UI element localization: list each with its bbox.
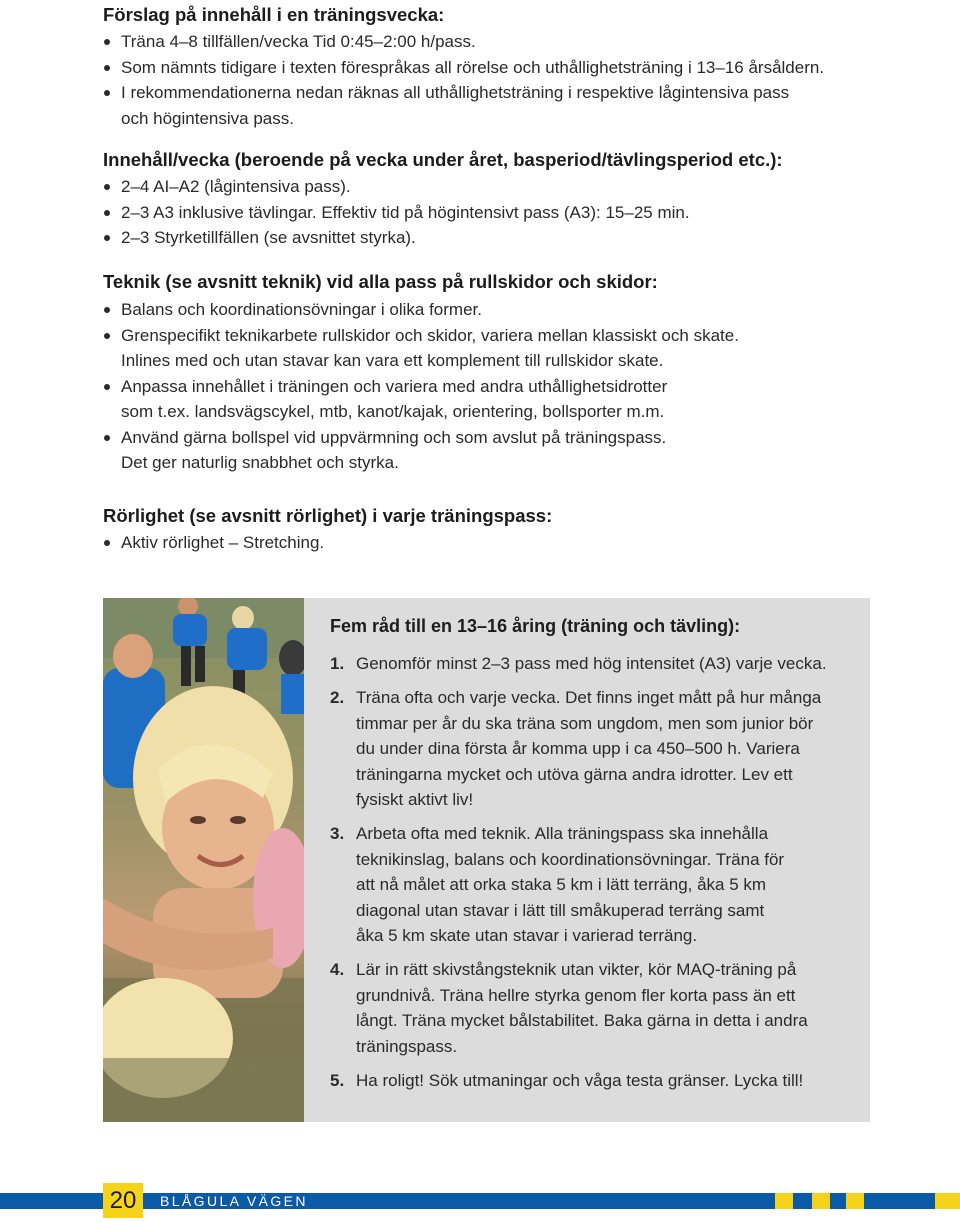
tip-line: Ha roligt! Sök utmaningar och våga testa gränser. Lycka till! xyxy=(356,1071,804,1091)
bullet-item xyxy=(103,80,903,131)
bullet-item xyxy=(103,55,903,81)
tip-line: diagonal utan stavar i lätt till småkuperad terräng samt xyxy=(356,900,765,920)
bullet-line: Anpassa innehållet i träningen och variera med andra uthållighetsidrotter xyxy=(121,376,668,396)
bullet-item xyxy=(103,225,903,251)
bullet-line: Det ger naturlig snabbhet och styrka. xyxy=(121,453,399,472)
tip-line: långt. Träna mycket bålstabilitet. Baka gärna in detta i andra xyxy=(356,1011,808,1031)
bullet-item xyxy=(103,297,903,323)
footer-publication-label: BLÅGULA VÄGEN xyxy=(160,1193,308,1209)
tip-line: Genomför minst 2–3 pass med hög intensitet (A3) varje vecka. xyxy=(356,654,827,673)
bullet-line: och högintensiva pass. xyxy=(121,108,294,128)
bullet-line: som t.ex. landsvägscykel, mtb, kanot/kajak, orientering, bollsporter m.m. xyxy=(121,402,665,421)
bullet-line: Träna 4–8 tillfällen/vecka Tid 0:45–2:00 h/pass. xyxy=(121,32,476,51)
tip-number: 1. xyxy=(330,654,345,673)
footer-yellow-block xyxy=(846,1193,864,1209)
bullet-line: Balans och koordinationsövningar i olika former. xyxy=(121,300,482,319)
tip-line: Lär in rätt skivstångsteknik utan vikter, kör MAQ-träning på xyxy=(356,960,797,980)
tip-item xyxy=(330,957,850,1059)
section-heading-innehall: Innehåll/vecka (beroende på vecka under året, basperiod/tävlingsperiod etc.): xyxy=(103,149,783,170)
bullet-line: Inlines med och utan stavar kan vara ett komplement till rullskidor skate. xyxy=(121,351,664,370)
tip-number: 4. xyxy=(330,960,345,980)
tip-line: åka 5 km skate utan stavar i varierad terräng. xyxy=(356,926,698,946)
athletes-photo-illustration xyxy=(103,598,304,1122)
bullet-item xyxy=(103,374,903,425)
section-heading-teknik: Teknik (se avsnitt teknik) vid alla pass på rullskidor och skidor: xyxy=(103,271,658,292)
bullet-list-innehall xyxy=(103,174,903,251)
tip-line: att nå målet att orka staka 5 km i lätt terräng, åka 5 km xyxy=(356,875,767,895)
tip-line: du under dina första år komma upp i ca 450–500 h. Variera xyxy=(356,739,800,759)
bullet-line: I rekommendationerna nedan räknas all uthållighetsträning i respektive lågintensiva pass xyxy=(121,83,790,102)
bullet-list-teknik xyxy=(103,297,903,476)
bullet-line: Grenspecifikt teknikarbete rullskidor och skidor, variera mellan klassiskt och skate. xyxy=(121,325,739,345)
tips-list xyxy=(330,651,850,1103)
tip-number: 2. xyxy=(330,688,345,708)
bullet-item xyxy=(103,200,903,226)
bullet-list-rorlighet xyxy=(103,530,903,556)
tip-item xyxy=(330,1068,850,1093)
page-number: 20 xyxy=(103,1183,143,1218)
tip-line: Arbeta ofta med teknik. Alla träningspass ska innehålla xyxy=(356,824,769,844)
athletes-photo xyxy=(103,598,304,1122)
tip-item xyxy=(330,651,850,676)
tip-number: 3. xyxy=(330,824,345,844)
section-heading-forslag: Förslag på innehåll i en träningsvecka: xyxy=(103,4,445,25)
bullet-item xyxy=(103,29,903,55)
tip-number: 5. xyxy=(330,1071,345,1091)
bullet-line: 2–4 AI–A2 (lågintensiva pass). xyxy=(121,177,351,196)
bullet-line: 2–3 A3 inklusive tävlingar. Effektiv tid på högintensivt pass (A3): 15–25 min. xyxy=(121,202,690,222)
bullet-item xyxy=(103,425,903,476)
tips-box xyxy=(304,598,870,1122)
tip-line: fysiskt aktivt liv! xyxy=(356,790,474,810)
bullet-item xyxy=(103,174,903,200)
bullet-item xyxy=(103,323,903,374)
tip-line: timmar per år du ska träna som ungdom, men som junior bör xyxy=(356,713,814,733)
bullet-line: Som nämnts tidigare i texten förespråkas all rörelse och uthållighetsträning i 13–16 årsåldern. xyxy=(121,57,825,77)
tip-line: Träna ofta och varje vecka. Det finns inget mått på hur många xyxy=(356,688,822,708)
footer-yellow-block xyxy=(935,1193,960,1209)
bullet-list-forslag xyxy=(103,29,903,131)
bullet-line: 2–3 Styrketillfällen (se avsnittet styrka). xyxy=(121,228,416,247)
tip-item xyxy=(330,685,850,812)
bullet-item xyxy=(103,530,903,556)
tip-line: teknikinslag, balans och koordinationsövningar. Träna för xyxy=(356,849,785,869)
footer-yellow-block xyxy=(812,1193,830,1209)
bullet-line: Använd gärna bollspel vid uppvärmning och som avslut på träningspass. xyxy=(121,427,667,447)
bullet-line: Aktiv rörlighet – Stretching. xyxy=(121,533,325,552)
tips-box-title: Fem råd till en 13–16 åring (träning och tävling): xyxy=(330,616,741,636)
tip-line: träningspass. xyxy=(356,1036,458,1056)
section-heading-rorlighet: Rörlighet (se avsnitt rörlighet) i varje träningspass: xyxy=(103,505,553,526)
tip-item xyxy=(330,821,850,948)
tip-line: träningarna mycket och utöva gärna andra idrotter. Lev ett xyxy=(356,764,793,784)
tip-line: grundnivå. Träna hellre styrka genom fler korta pass än ett xyxy=(356,985,796,1005)
footer-yellow-block xyxy=(775,1193,793,1209)
